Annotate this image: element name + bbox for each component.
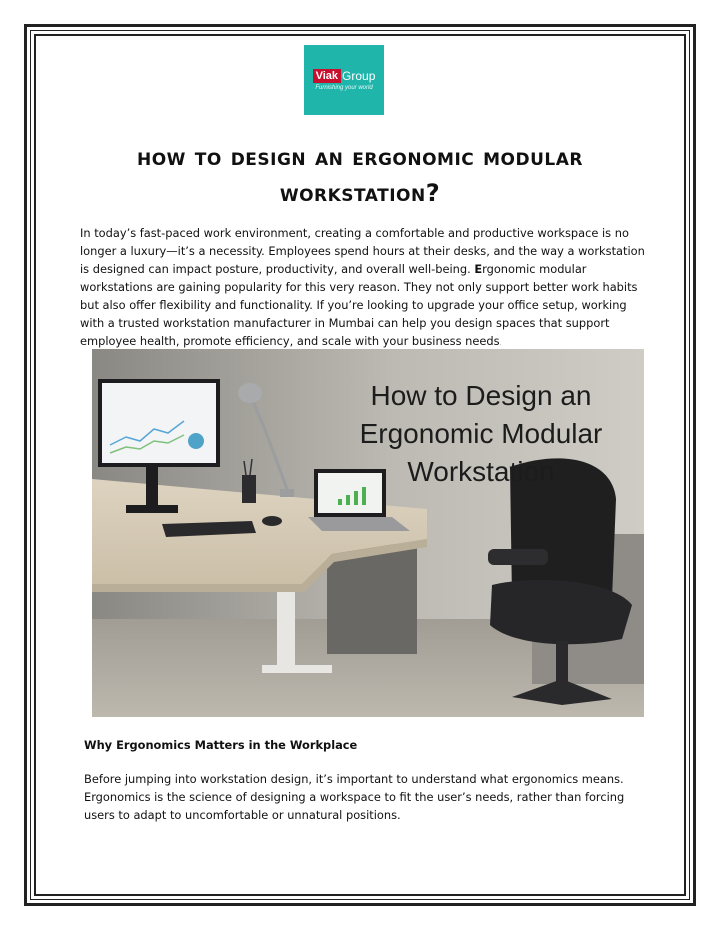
logo-brand: Viak xyxy=(313,69,341,83)
viak-group-logo xyxy=(304,45,384,115)
logo-tagline: Furnishing your world xyxy=(315,85,373,91)
hero-image-title: How to Design an Ergonomic Modular Workstation xyxy=(359,380,603,487)
article-title: how to design an ergonomic modular workstation? xyxy=(137,143,583,207)
intro-tail: . xyxy=(499,340,502,347)
intro-text-start: In today’s fast-paced work environment, creating a comfortable and productive workspace is no longer a luxury—it’s a necessity. Employees spend hours at their desks, and the way a workstation is designed can impact posture, productivity, and overall well-being. xyxy=(80,226,645,276)
intro-text-end: rgonomic modular workstations are gaining popularity for this very reason. They not only support better work habits but also offer flexibility and functionality. If you’re looking to upgrade your office setup, working with a trusted workstation manufacturer in Mumbai can help you design spaces that support employee health, promote efficiency, and scale with your business needs xyxy=(80,262,638,348)
intro-bold-letter: E xyxy=(474,262,483,276)
logo-word: Group xyxy=(342,69,376,83)
section-heading: Why Ergonomics Matters in the Workplace xyxy=(84,738,358,752)
section-body-paragraph: Before jumping into workstation design, it’s important to understand what ergonomics means. Ergonomics is the science of designing a workspace to fit the user’s needs, rather than forcing users to adapt to uncomfortable or unnatural positions. xyxy=(84,772,625,822)
intro-paragraph xyxy=(80,224,645,353)
